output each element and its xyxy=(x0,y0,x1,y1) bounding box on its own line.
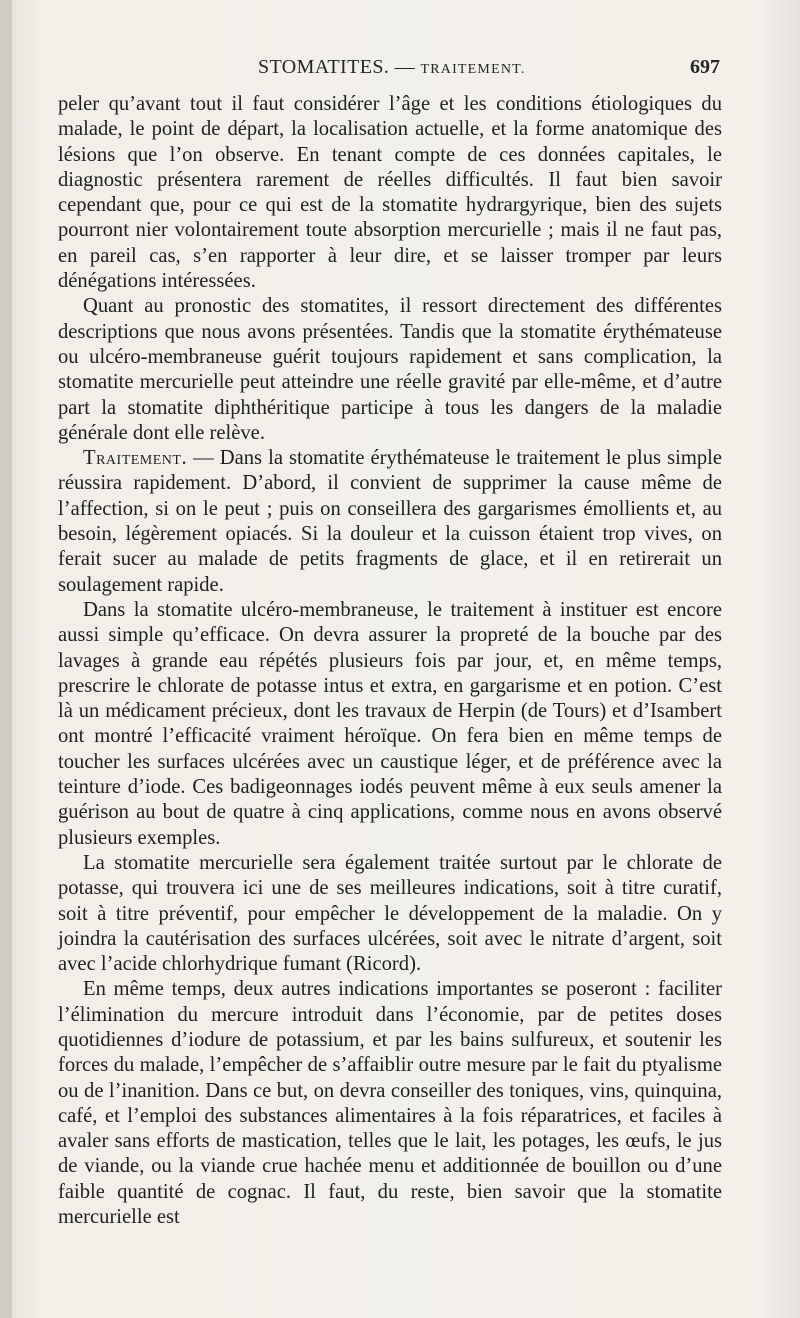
paragraph-continuation xyxy=(58,92,722,294)
paragraph-text: peler qu’avant tout il faut considérer l’âge et les conditions étiologiques du malade, le point de départ, la localisation actuelle, et la forme anatomique des lésions que l’on observe. En tenant compte de ces données capitales, le diagnostic présentera rarement de réelles difficultés. Il faut bien savoir cependant que, pour ce qui est de la stomatite hydrargyrique, bien des sujets pourront nier volontairement toute absorption mercurielle ; mais il ne faut pas, en pareil cas, s’en rapporter à leur dire, et se laisser tromper par leurs dénégations intéressées. xyxy=(58,93,722,293)
paragraph-indications xyxy=(58,977,722,1230)
paragraph-text: Quant au pronostic des stomatites, il ressort directement des différentes descriptions que nous avons présentées. Tandis que la stomatite érythémateuse ou ulcéro-membraneuse guérit toujours rapidement et sans complication, la stomatite mercurielle peut atteindre une réelle gravité par elle-même, et d’autre part la stomatite diphthéritique participe à tous les dangers de la maladie générale dont elle relève. xyxy=(58,295,722,444)
paragraph-text: — Dans la stomatite érythémateuse le traitement le plus simple réussira rapidement. D’abord, il convient de supprimer la cause même de l’affection, si on le peut ; puis on conseillera des gargarismes émollients et, au besoin, légèrement opiacés. Si la douleur et la cuisson étaient trop vives, on ferait sucer au malade de petits fragments de glace, et il en retirerait un soulagement rapide. xyxy=(58,447,722,596)
running-header xyxy=(58,56,722,86)
running-title-main: STOMATITES. — xyxy=(258,56,421,78)
running-title-section: TRAITEMENT. xyxy=(420,62,526,77)
section-heading: Traitement. xyxy=(83,447,188,470)
paragraph-text: La stomatite mercurielle sera également traitée surtout par le chlorate de potasse, qui trouvera ici une de ses meilleures indications, soit à titre curatif, soit à titre préventif, pour empêcher le développement de la maladie. On y joindra la cautérisation des surfaces ulcérées, soit avec le nitrate d’argent, soit avec l’acide chlorhydrique fumant (Ricord). xyxy=(58,851,722,976)
paragraph-text: En même temps, deux autres indications importantes se poseront : faciliter l’élimination du mercure introduit dans l’économie, par de petites doses quotidiennes d’iodure de potassium, et par les bains sulfureux, et soutenir les forces du malade, l’empêcher de s’affaiblir outre mesure par le fait du ptyalisme ou de l’inanition. Dans ce but, on devra conseiller des toniques, vins, quinquina, café, et l’emploi des substances alimentaires à la fois réparatrices, et faciles à avaler sans efforts de mastication, telles que le lait, les potages, les œufs, le jus de viande, ou la viande crue hachée menu et additionnée de bouillon ou d’une faible quantité de cognac. Il faut, du reste, bien savoir que la stomatite mercurielle est xyxy=(58,978,722,1229)
paragraph-text: Dans la stomatite ulcéro-membraneuse, le traitement à instituer est encore aussi simple qu’efficace. On devra assurer la propreté de la bouche par des lavages à grande eau répétés plusieurs fois par jour, et, en même temps, prescrire le chlorate de potasse intus et extra, en gargarisme et en potion. C’est là un médicament précieux, dont les travaux de Herpin (de Tours) et d’Isambert ont montré l’efficacité vraiment héroïque. On fera bien en même temps de toucher les surfaces ulcérées avec un caustique léger, et de préférence avec la teinture d’iode. Ces badigeonnages iodés peuvent même à eux seuls amener la guérison au bout de quatre à cinq applications, comme nous en avons observé plusieurs exemples. xyxy=(58,598,722,849)
running-title xyxy=(258,56,526,79)
paragraph-ulcero-membraneuse xyxy=(58,598,722,851)
paragraph-mercurielle xyxy=(58,851,722,977)
paragraph-pronostic xyxy=(58,294,722,446)
paragraph-traitement xyxy=(58,446,722,598)
page-number: 697 xyxy=(690,56,720,78)
body-text xyxy=(58,92,722,1230)
